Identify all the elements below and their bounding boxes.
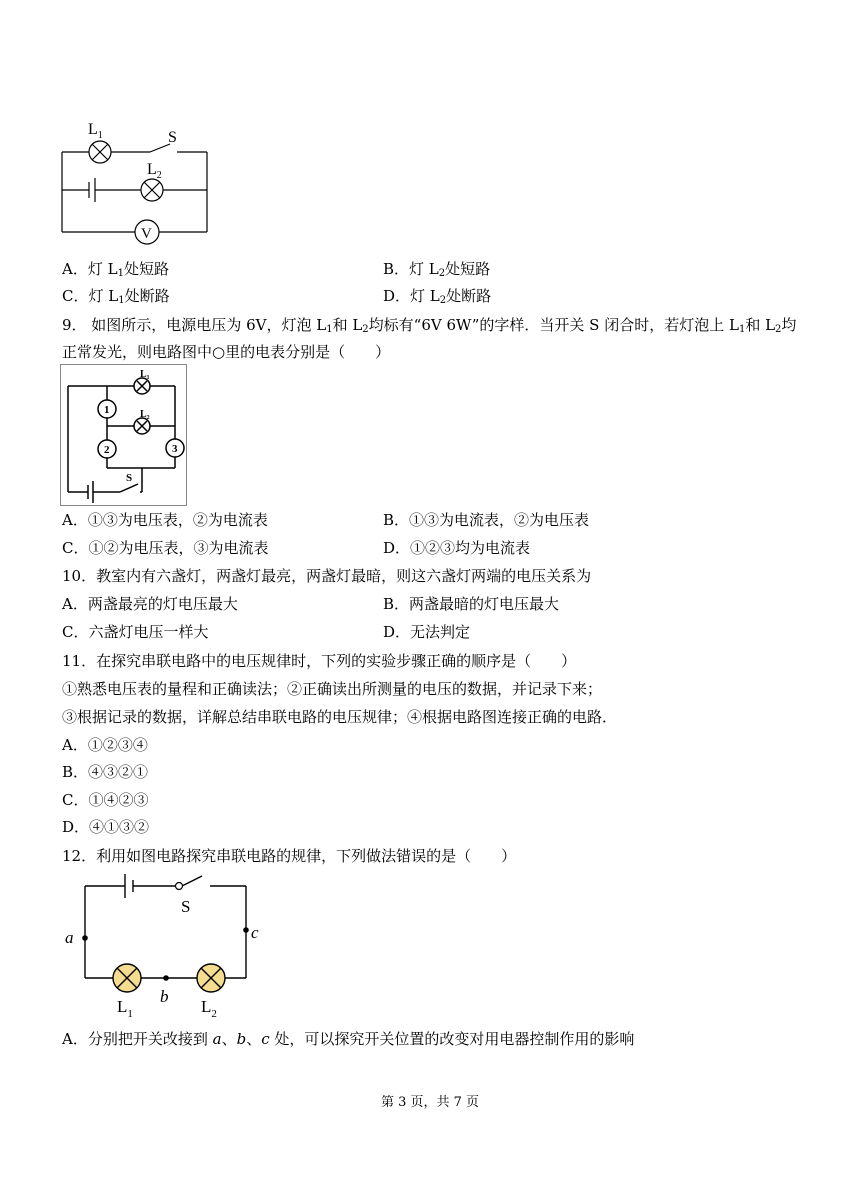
q8-fig-l1-label: $L_1$ — [88, 121, 103, 141]
q9-fig-meter-3: 3 — [172, 443, 178, 455]
q11-option-b: B．④③②① — [62, 763, 149, 781]
q12-fig-switch-label: S — [181, 897, 191, 916]
q8-fig-voltmeter-label: V — [141, 226, 152, 242]
q11-steps-line1: ①熟悉电压表的量程和正确读法；②正确读出所测量的电压的数据，并记录下来； — [62, 680, 603, 698]
q9-fig-meter-1: 1 — [104, 404, 110, 416]
q9-stem-line1: 9． 如图所示，电源电压为 6V，灯泡 $L_1$和 $L_2$均标有“6V 6W”的字样．当开关 S 闭合时，若灯泡上 $L_1$和 $L_2$均 — [62, 316, 797, 335]
q9-fig-meter-2: 2 — [104, 444, 110, 456]
q9-option-b: B．①③为电流表，②为电压表 — [383, 511, 590, 529]
q11-option-c: C．①④②③ — [62, 791, 149, 809]
page-footer: 第 3 页，共 7 页 — [380, 1095, 480, 1110]
q9-fig-l2-label: L₂ — [140, 409, 150, 420]
q10-option-c: C．六盏灯电压一样大 — [62, 623, 209, 641]
q12-fig-point-a: a — [65, 928, 74, 947]
q11-option-d: D．④①③② — [62, 818, 150, 836]
q12-fig-l1-label: $L_1$ — [117, 997, 133, 1020]
q12-fig-point-b: b — [160, 987, 169, 1006]
q9-option-c: C．①②为电压表，③为电流表 — [62, 539, 269, 557]
q11-steps-line2: ③根据记录的数据，详解总结串联电路的电压规律；④根据电路图连接正确的电路． — [62, 708, 618, 726]
q10-stem: 10．教室内有六盏灯，两盏灯最亮，两盏灯最暗，则这六盏灯两端的电压关系为 — [62, 567, 592, 585]
q9-option-d: D．①②③均为电流表 — [383, 539, 531, 557]
q12-option-a: A．分别把开关改接到 a、b、c 处，可以探究开关位置的改变对用电器控制作用的影响 — [62, 1030, 635, 1048]
q12-circuit-figure — [60, 868, 270, 1023]
q9-circuit-figure — [60, 364, 187, 506]
q10-option-a: A．两盏最亮的灯电压最大 — [62, 595, 238, 613]
q9-fig-l1-label: L₁ — [140, 369, 150, 380]
q8-option-a: A．灯 $L_1$处短路 — [62, 260, 169, 279]
q9-option-a: A．①③为电压表，②为电流表 — [62, 511, 268, 529]
q8-option-c: C．灯 $L_1$处断路 — [62, 287, 170, 306]
q8-circuit-figure — [55, 112, 215, 247]
q8-option-b: B．灯 $L_2$处短路 — [383, 260, 491, 279]
q11-option-a: A．①②③④ — [62, 736, 148, 754]
q8-fig-l2-label: $L_2$ — [147, 161, 162, 181]
q10-option-b: B．两盏最暗的灯电压最大 — [383, 595, 560, 613]
q10-option-d: D．无法判定 — [383, 623, 471, 641]
q12-fig-point-c: c — [251, 923, 259, 942]
q8-fig-switch-label: S — [168, 129, 177, 146]
q12-fig-l2-label: $L_2$ — [201, 997, 217, 1020]
q12-stem: 12．利用如图电路探究串联电路的规律，下列做法错误的是（ ） — [62, 847, 517, 865]
q11-stem: 11．在探究串联电路中的电压规律时，下列的实验步骤正确的顺序是（ ） — [62, 652, 577, 670]
q9-fig-switch-label: S — [126, 472, 133, 484]
q8-option-d: D．灯 $L_2$处断路 — [383, 287, 492, 306]
q9-stem-line2: 正常发光，则电路图中○里的电表分别是（ ） — [62, 343, 391, 361]
